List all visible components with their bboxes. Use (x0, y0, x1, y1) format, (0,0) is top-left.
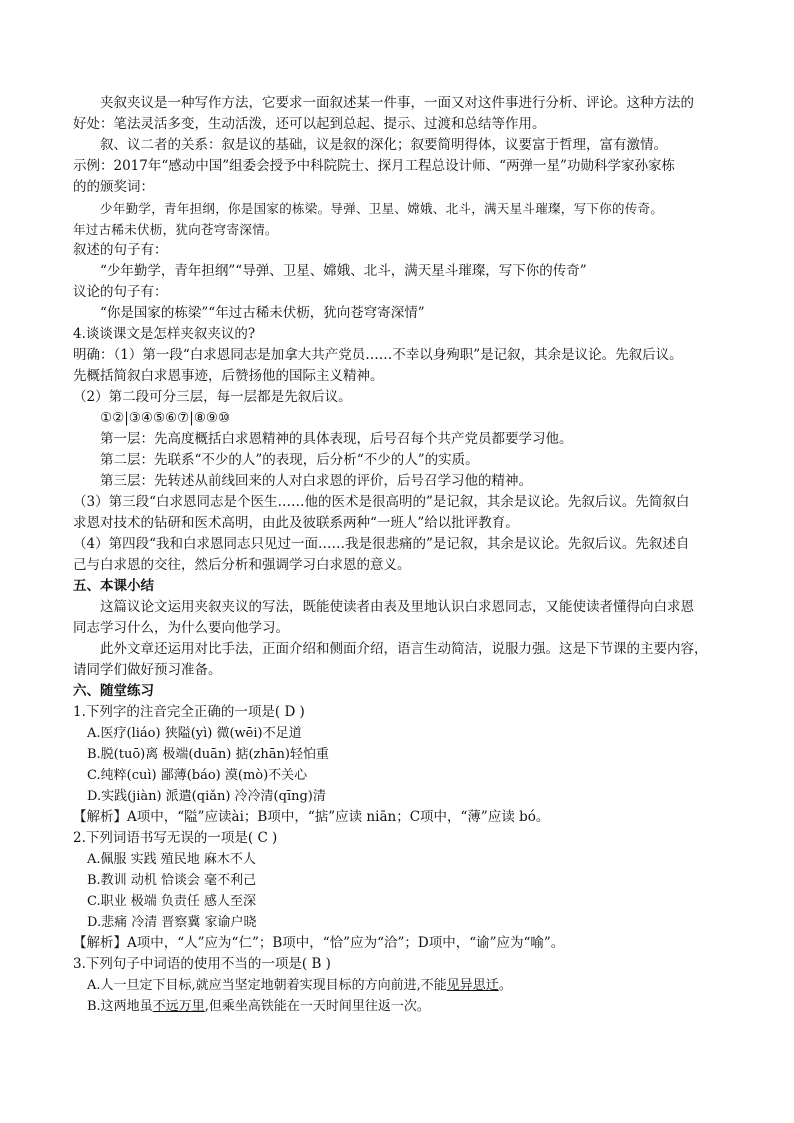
comment-sentences: “你是国家的栋梁”“年过古稀未伏枥，犹向苍穹寄深情” (100, 305, 425, 321)
summary-paragraph-1-cont: 同志学习什么，为什么要向他学习。 (73, 620, 289, 636)
answer-4-cont: 己与白求恩的交往，然后分析和强调学习白求恩的意义。 (73, 557, 411, 573)
summary-paragraph-1: 这篇议论文运用夹叙夹议的写法，既能使读者由表及里地认识白求恩同志，又能使读者懂得向白求恩 (100, 599, 694, 615)
summary-heading: 五、本课小结 (73, 578, 154, 594)
document-page (73, 93, 729, 1017)
question-2-option-d: D.悲痛 冷清 晋察冀 家谕户晓 (87, 915, 257, 930)
question-3-option-b (73, 996, 729, 1017)
layer-2: 第二层：先联系“不少的人”的表现，后分析“不少的人”的实质。 (100, 452, 479, 468)
intro-paragraph-1: 夹叙夹议是一种写作方法，它要求一面叙述某一件事，一面又对这件事进行分析、评论。这种方法的 (100, 95, 694, 111)
question-1-option-b: B.脱(tuō)离 极端(duān) 掂(zhān)轻怕重 (87, 747, 329, 762)
question-4-title: 4.谈谈课文是怎样夹叙夹议的? (73, 326, 256, 342)
answer-2-layers: ①②|③④⑤⑥⑦|⑧⑨⑩ (100, 410, 231, 426)
layer-1: 第一层：先高度概括白求恩精神的具体表现，后号召每个共产党员都要学习他。 (100, 431, 573, 447)
example-line: 示例：2017年“感动中国”组委会授予中科院院士、探月工程总设计师、“两弹一星”功勋科学家孙家栋 (73, 158, 675, 174)
intro-paragraph-2: 叙、议二者的关系：叙是议的基础，议是叙的深化；叙要简明得体，议要富于哲理，富有激情。 (100, 137, 667, 153)
intro-paragraph-1-cont: 好处：笔法灵活多变，生动活泼，还可以起到总起、提示、过渡和总结等作用。 (73, 116, 546, 132)
award-speech: 少年勤学，青年担纲，你是国家的栋梁。导弹、卫星、嫦娥、北斗，满天星斗璀璨，写下你的传奇。 (100, 201, 664, 216)
question-3-stem: 3.下列句子中词语的使用不当的一项是( B ) (73, 956, 331, 972)
answer-3-cont: 求恩对技术的钻研和医术高明，由此及彼联系两种“一班人”给以批评教育。 (73, 515, 519, 531)
question-2-stem: 2.下列词语书写无误的一项是( C ) (73, 830, 278, 846)
answer-4: （4）第四段“我和白求恩同志只见过一面……我是很悲痛的”是记叙，其余是议论。先叙后议。先叙述自 (73, 536, 690, 552)
question-3-option-a-text: A.人一旦定下目标,就应当坚定地朝着实现目标的方向前进,不能 (87, 978, 447, 993)
question-1-stem: 1.下列字的注音完全正确的一项是( D ) (73, 704, 305, 720)
answer-1-cont: 先概括简叙白求恩事迹，后赞扬他的国际主义精神。 (73, 368, 384, 384)
question-2-option-c: C.职业 极端 负责任 感人至深 (87, 894, 257, 909)
question-3-option-a-end: 。 (498, 978, 512, 993)
answer-2: （2）第二段可分三层，每一层都是先叙后议。 (73, 389, 352, 405)
question-3-option-b-text: B.这两地虽 (87, 999, 153, 1014)
question-2-option-a: A.佩服 实践 殖民地 麻木不人 (87, 852, 256, 867)
narrative-label: 叙述的句子有： (73, 242, 168, 258)
question-2-option-b: B.教训 动机 恰谈会 毫不利己 (87, 873, 257, 888)
answer-1: 明确：（1）第一段“白求恩同志是加拿大共产党员……不幸以身殉职”是记叙，其余是议论。先叙后议。 (73, 347, 683, 363)
question-3-option-a-underlined: 见异思迁 (446, 978, 499, 993)
summary-paragraph-2: 此外文章还运用对比手法，正面介绍和侧面介绍，语言生动简洁，说服力强。这是下节课的主要内容， (100, 641, 708, 657)
example-line-cont: 的的颁奖词： (73, 179, 154, 195)
layer-3: 第三层：先转述从前线回来的人对白求恩的评价，后号召学习他的精神。 (100, 473, 532, 489)
award-speech-cont: 年过古稀未伏枥，犹向苍穹寄深情。 (73, 222, 278, 237)
question-1-analysis: 【解析】A项中，“隘”应读ài；B项中，“掂”应读 niān；C项中，“薄”应读 bó。 (73, 809, 550, 825)
question-3-option-b-underlined: 不远万里 (152, 999, 205, 1014)
question-1-option-c: C.纯粹(cuì) 鄙薄(báo) 漠(mò)不关心 (87, 768, 308, 783)
narrative-sentences: “少年勤学，青年担纲”“导弹、卫星、嫦娥、北斗，满天星斗璀璨，写下你的传奇” (100, 263, 587, 279)
practice-heading: 六、随堂练习 (73, 683, 154, 699)
question-3-option-a (73, 975, 729, 996)
question-2-analysis: 【解析】A项中，“人”应为“仁”；B项中，“恰”应为“洽”；D项中，“谕”应为“喻”。 (73, 935, 565, 951)
answer-3: （3）第三段“白求恩同志是个医生……他的医术是很高明的”是记叙，其余是议论。先叙后议。先简叙白 (73, 494, 690, 510)
comment-label: 议论的句子有： (73, 284, 168, 300)
question-1-option-d: D.实践(jiàn) 派遣(qiǎn) 冷冷清(qīng)清 (87, 789, 326, 804)
question-3-option-b-end: ,但乘坐高铁能在一天时间里往返一次。 (204, 999, 430, 1014)
question-1-option-a: A.医疗(liáo) 狭隘(yì) 微(wēi)不足道 (87, 726, 302, 741)
summary-paragraph-2-cont: 请同学们做好预习准备。 (73, 662, 222, 678)
